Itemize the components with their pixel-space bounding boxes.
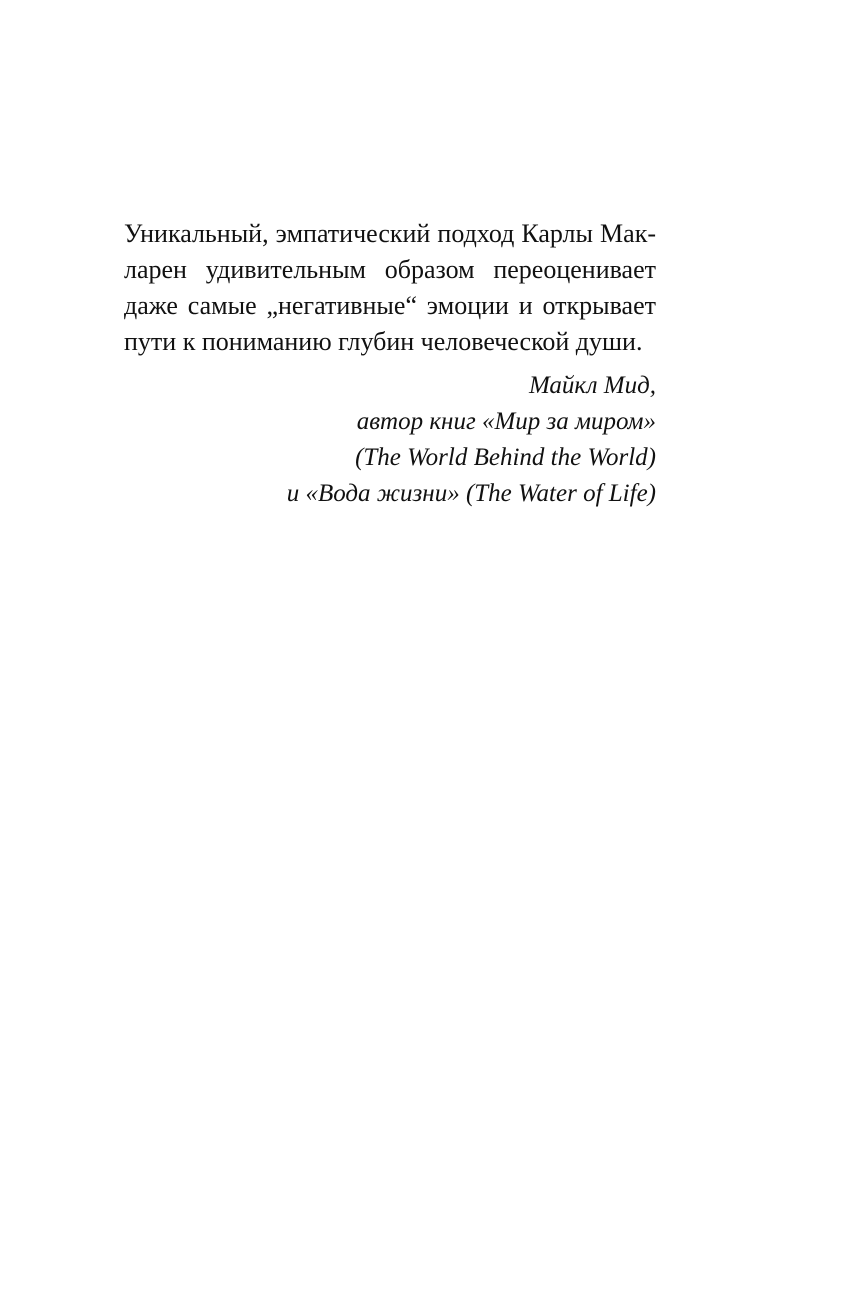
quote-attribution [124, 368, 656, 512]
author-credit: и «Вода жизни» (The Water of Life) [286, 480, 656, 507]
quote-line: ларен удивительным образом переоценивает [124, 255, 656, 284]
author-credit: (The World Behind the World) [355, 444, 656, 471]
author-credit: автор книг «Мир за миром» [356, 408, 656, 435]
quote-line: даже самые „негативные“ эмоции и открывает [124, 291, 656, 320]
endorsement-quote [124, 216, 656, 360]
author-name: Майкл Мид, [528, 372, 656, 399]
quote-line: Уникальный, эмпатический подход Карлы Мак- [124, 219, 656, 248]
quote-line: пути к пониманию глубин человеческой души. [124, 327, 643, 356]
